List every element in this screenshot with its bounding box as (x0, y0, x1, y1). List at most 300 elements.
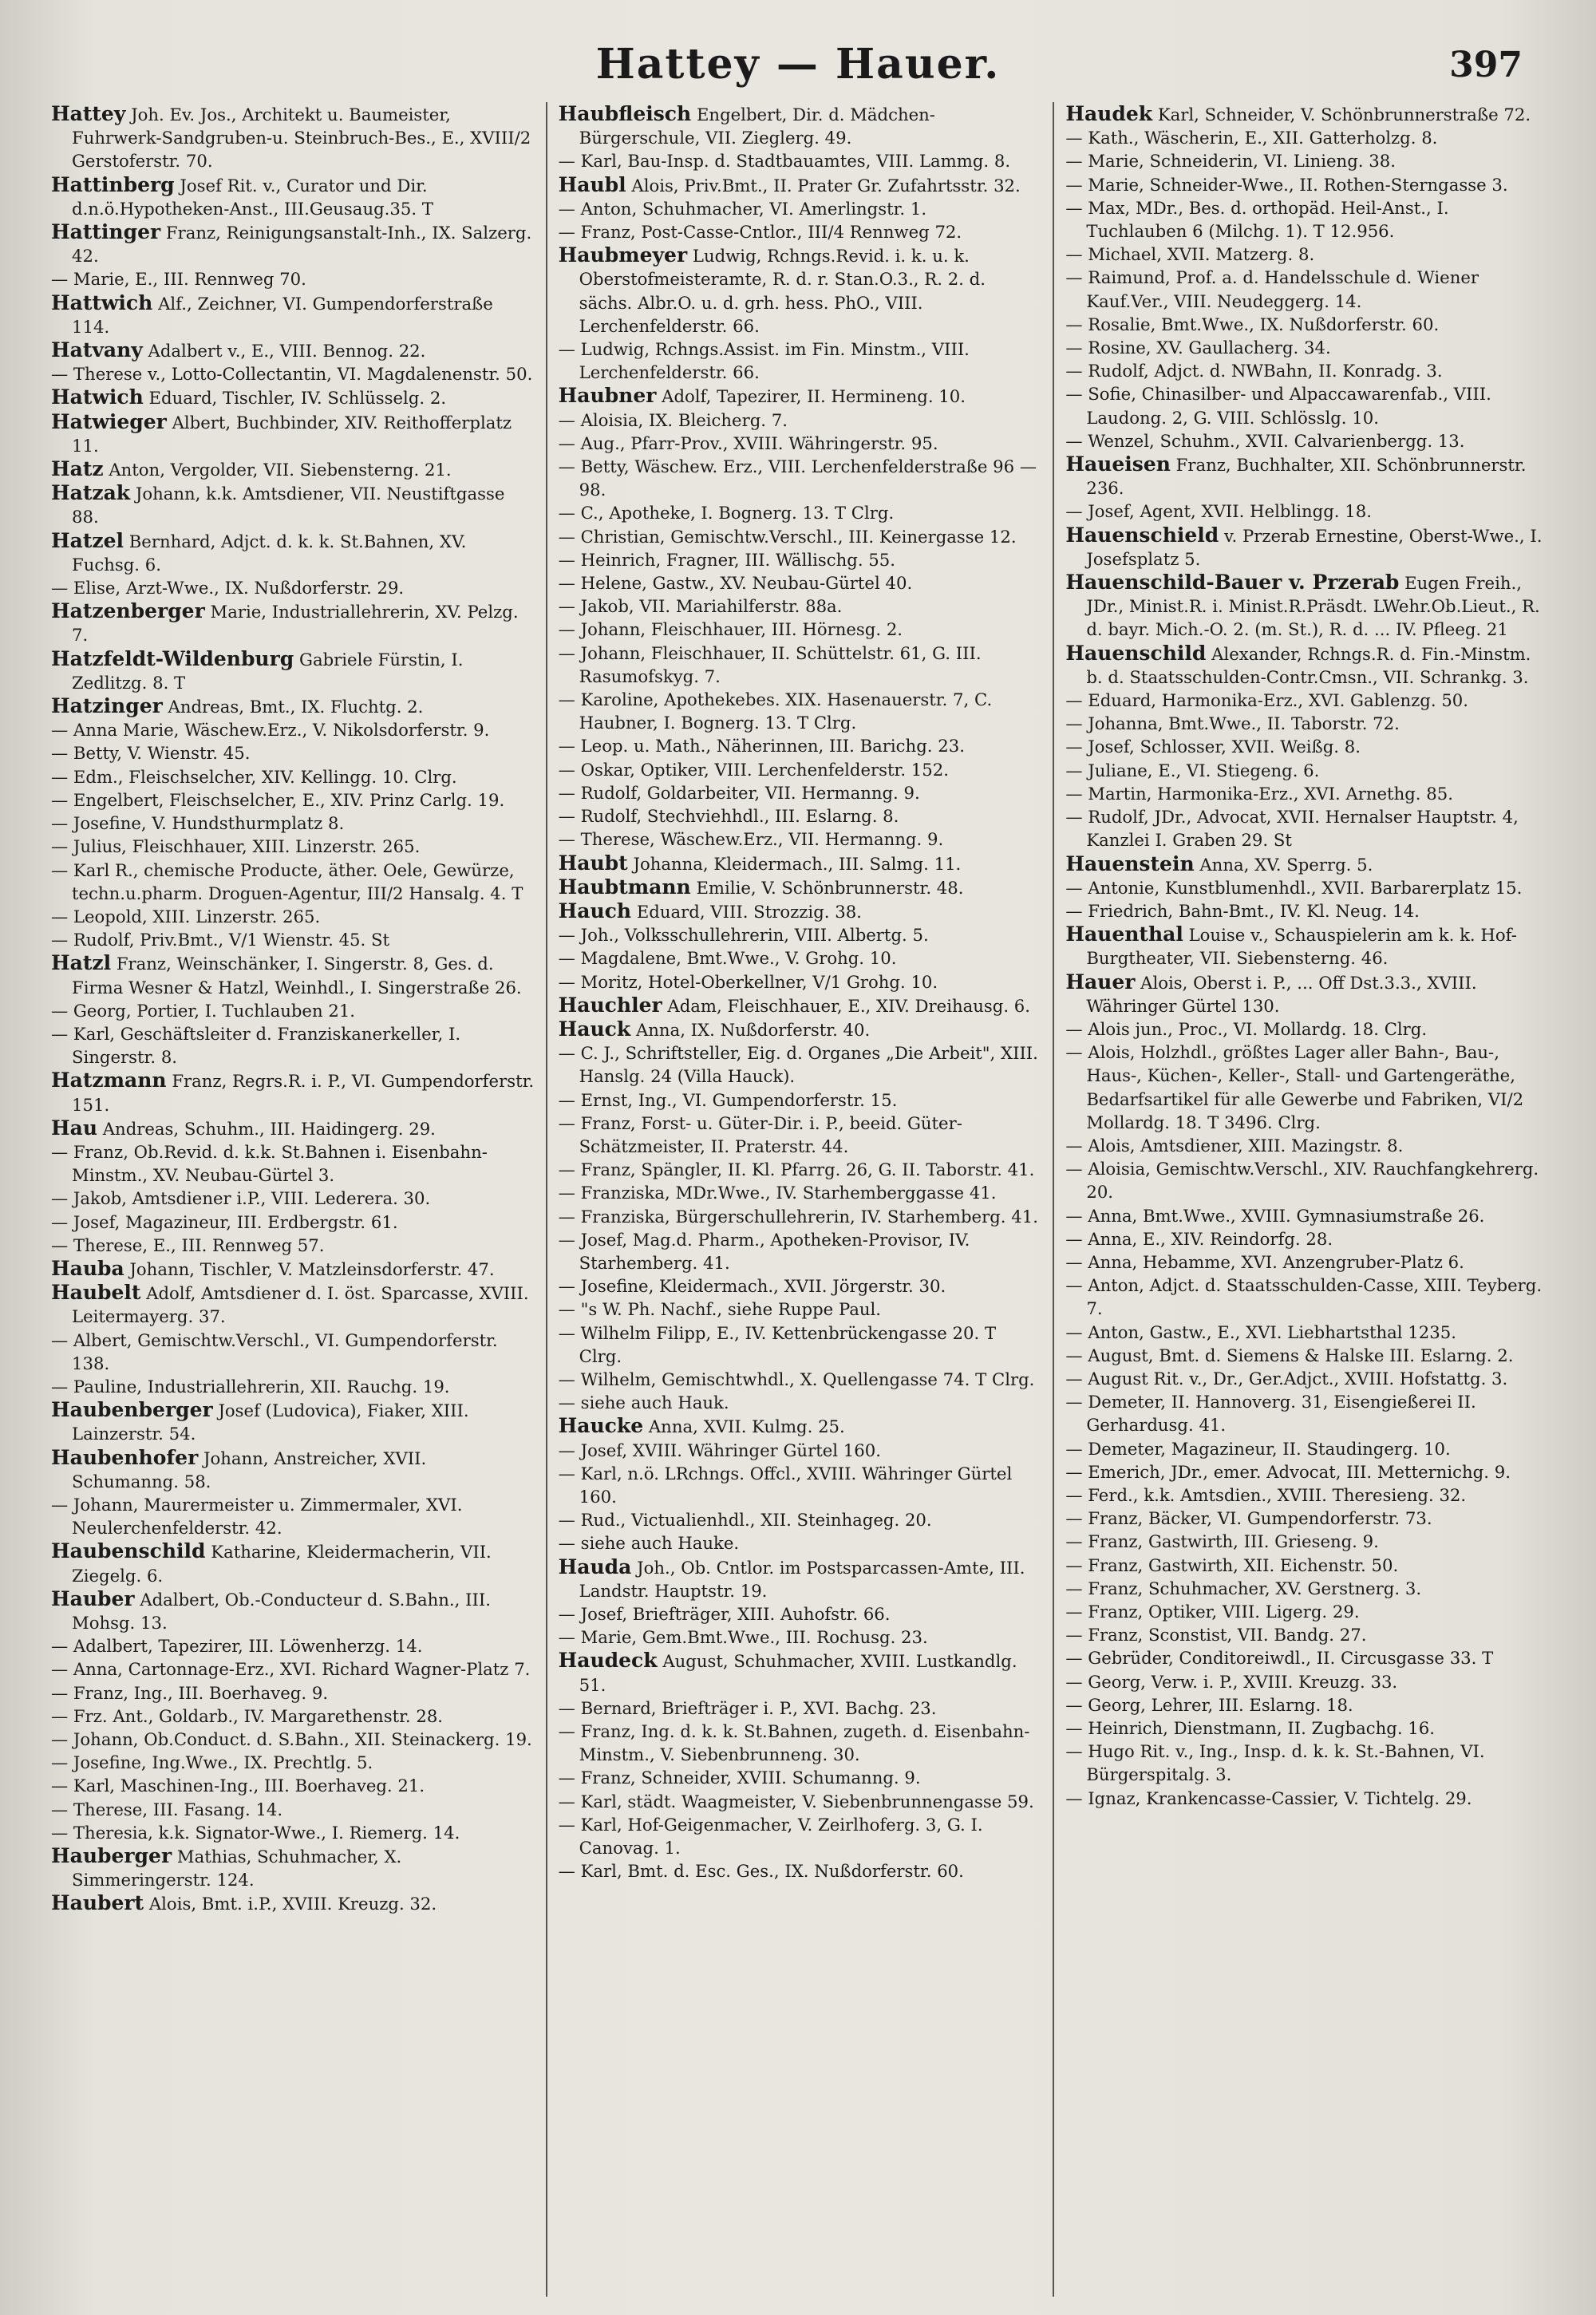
directory-entry (1065, 1507, 1549, 1530)
entry-text: Adalbert v., E., VIII. Bennog. 22. (148, 341, 426, 361)
directory-entry (51, 1211, 535, 1234)
directory-entry (1065, 1577, 1549, 1600)
directory-entry (1065, 452, 1549, 500)
directory-entry (559, 571, 1042, 595)
entry-surname: Hatzmann (51, 1069, 167, 1092)
entry-text: Adolf, Tapezirer, II. Hermineng. 10. (662, 386, 966, 407)
directory-entry (51, 928, 535, 951)
entry-text: — Helene, Gastw., XV. Neubau-Gürtel 40. (558, 573, 913, 594)
directory-entry (1065, 1530, 1549, 1553)
directory-entry (1065, 1321, 1549, 1344)
entry-surname: Haubenschild (51, 1539, 206, 1563)
entry-text: — Georg, Lehrer, III. Eslarng. 18. (1065, 1694, 1353, 1715)
entry-text: — Leop. u. Math., Näherinnen, III. Barichg. 23. (558, 736, 965, 757)
entry-text: — Marie, Gem.Bmt.Wwe., III. Rochusg. 23. (558, 1627, 928, 1648)
directory-entry (559, 1228, 1042, 1274)
entry-text: — Antonie, Kunstblumenhdl., XVII. Barbarerplatz 15. (1065, 877, 1523, 898)
directory-entry (51, 1281, 535, 1328)
directory-entry (559, 1181, 1042, 1204)
entry-text: — Aug., Pfarr-Prov., XVIII. Währingerstr. 95. (558, 433, 938, 453)
directory-entry (51, 1069, 535, 1116)
directory-entry (51, 1798, 535, 1821)
entry-text: — Alois, Amtsdiener, XIII. Mazingstr. 8. (1065, 1135, 1404, 1156)
entry-text: — Moritz, Hotel-Oberkellner, V/1 Grohg. 10. (558, 971, 938, 992)
entry-text: Johanna, Kleidermach., III. Salmg. 11. (633, 853, 962, 874)
directory-entry (559, 923, 1042, 946)
entry-text: — Franz, Bäcker, VI. Gumpendorferstr. 73. (1065, 1508, 1432, 1529)
directory-entry (559, 409, 1042, 432)
entry-text: — C., Apotheke, I. Bognerg. 13. T Clrg. (558, 503, 895, 523)
entry-text: — Karl, städt. Waagmeister, V. Siebenbrunnengasse 59. (558, 1791, 1034, 1811)
entry-text: — Rud., Victualienhdl., XII. Steinhageg. 20. (558, 1510, 932, 1531)
directory-entry (1065, 1390, 1549, 1436)
entry-text: — Franz, Ob.Revid. d. k.k. St.Bahnen i. Eisenbahn-Minstm., XV. Neubau-Gürtel 3. (51, 1141, 488, 1186)
entry-text: — Albert, Gemischtw.Verschl., VI. Gumpendorferstr. 138. (51, 1329, 498, 1373)
directory-entry (51, 1728, 535, 1751)
entry-text: Louise v., Schauspielerin am k. k. Hof-Burgtheater, VII. Siebensterng. 46. (1086, 925, 1517, 969)
entry-text: Johann, Anstreicher, XVII. Schumanng. 58. (72, 1448, 427, 1491)
entry-text: — Johann, Fleischhauer, II. Schüttelstr. 61, G. III. Rasumofskyg. 7. (558, 642, 982, 686)
entry-text: — Franz, Optiker, VIII. Ligerg. 29. (1065, 1602, 1360, 1622)
entry-text: Anton, Vergolder, VII. Siebensterng. 21. (109, 460, 452, 480)
directory-entry (559, 1649, 1042, 1696)
entry-text: — Joh., Volksschullehrerin, VIII. Albertg. 5. (558, 925, 929, 946)
directory-entry (1065, 1483, 1549, 1507)
entry-text: — Karl, Bau-Insp. d. Stadtbauamtes, VIII. Lammg. 8. (558, 151, 1011, 172)
entry-text: Ludwig, Rchngs.Revid. i. k. u. k. Oberstofmeisteramte, R. d. r. Stan.O.3., R. 2. d. sächs. Albr.O. u. d. grh. hess. PhO., VIII. Lerchenfelderstr. 66. (579, 246, 986, 336)
directory-entry (559, 1112, 1042, 1158)
entry-surname: Hattinberg (51, 172, 175, 196)
entry-text: — Betty, V. Wienstr. 45. (51, 743, 251, 764)
directory-entry (51, 859, 535, 905)
entry-text: Adalbert, Ob.-Conducteur d. S.Bahn., III. Mohsg. 13. (72, 1589, 491, 1633)
entry-text: — Bernard, Briefträger i. P., XVI. Bachg. 23. (558, 1697, 937, 1718)
directory-entry (559, 455, 1042, 501)
directory-columns (40, 102, 1560, 2297)
directory-entry (1065, 712, 1549, 735)
directory-entry (51, 812, 535, 835)
directory-entry (51, 576, 535, 599)
directory-entry (51, 457, 535, 481)
entry-text: — Adalbert, Tapezirer, III. Löwenherzg. 14. (51, 1636, 423, 1657)
entry-text: — Friedrich, Bahn-Bmt., IV. Kl. Neug. 14. (1065, 900, 1420, 921)
entry-surname: Haubner (558, 384, 657, 408)
entry-surname: Hauenschild-Bauer v. Przerab (1065, 571, 1400, 595)
column-3 (1053, 102, 1560, 2297)
entry-text: — Franz, Ing. d. k. k. St.Bahnen, zugeth. d. Eisenbahn-Minstm., V. Siebenbrunneng. 30. (558, 1721, 1030, 1765)
directory-entry (559, 1697, 1042, 1720)
directory-entry (1065, 805, 1549, 851)
entry-text: — Anton, Adjct. d. Staatsschulden-Casse, XIII. Teyberg. 7. (1065, 1275, 1543, 1319)
directory-entry (1065, 336, 1549, 359)
directory-entry (51, 1234, 535, 1257)
entry-text: — Rudolf, Stechviehhdl., III. Eslarng. 8. (558, 806, 899, 827)
entry-text: — Rudolf, Goldarbeiter, VII. Hermanng. 9. (558, 782, 920, 803)
entry-text: — Rosine, XV. Gaullacherg. 34. (1065, 338, 1331, 358)
entry-text: — Emerich, JDr., emer. Advocat, III. Metternichg. 9. (1065, 1461, 1511, 1482)
entry-text: — Max, MDr., Bes. d. orthopäd. Heil-Anst., I. Tuchlauben 6 (Milchg. 1). T 12.956. (1065, 197, 1449, 242)
directory-entry (51, 481, 535, 528)
entry-text: — Franz, Spängler, II. Kl. Pfarrg. 26, G. II. Taborstr. 41. (558, 1159, 1035, 1180)
entry-text: — Rudolf, Priv.Bmt., V/1 Wienstr. 45. St (51, 930, 390, 950)
entry-text: Alois, Oberst i. P., ... Off Dst.3.3., XVIII. Währinger Gürtel 130. (1086, 972, 1477, 1016)
directory-entry (1065, 500, 1549, 523)
entry-text: — Marie, E., III. Rennweg 70. (51, 269, 306, 290)
entry-text: — Marie, Schneider-Wwe., II. Rothen-Sterngasse 3. (1065, 174, 1508, 195)
entry-text: Karl, Schneider, V. Schönbrunnerstraße 72. (1157, 105, 1531, 124)
entry-text: Bernhard, Adjct. d. k. k. St.Bahnen, XV. Fuchsg. 6. (72, 531, 467, 575)
directory-entry (559, 1414, 1042, 1438)
entry-text: Franz, Weinschänker, I. Singerstr. 8, Ges. d. Firma Wesner & Hatzl, Weinhdl., I. Singerstraße 26. (72, 954, 522, 998)
entry-surname: Hauenthal (1065, 922, 1183, 946)
entry-text: Alf., Zeichner, VI. Gumpendorferstraße 114. (72, 293, 493, 337)
directory-entry (559, 1602, 1042, 1626)
directory-entry (1065, 1157, 1549, 1203)
directory-entry (1065, 1367, 1549, 1390)
directory-entry (1065, 1787, 1549, 1810)
entry-surname: Hatzak (51, 481, 131, 505)
entry-text: — Jakob, VII. Mariahilferstr. 88a. (558, 596, 843, 617)
directory-entry (559, 243, 1042, 338)
directory-entry (1065, 1134, 1549, 1157)
entry-text: — Therese v., Lotto-Collectantin, VI. Magdalenenstr. 50. (51, 364, 533, 385)
entry-text: — Ernst, Ing., VI. Gumpendorferstr. 15. (558, 1089, 898, 1110)
directory-entry (1065, 1204, 1549, 1227)
entry-surname: Hatzenberger (51, 599, 205, 623)
directory-entry (51, 385, 535, 409)
entry-surname: Haubfleisch (558, 102, 692, 125)
entry-text: Adolf, Amtsdiener d. I. öst. Sparcasse, XVIII. Leitermayerg. 37. (72, 1283, 529, 1327)
directory-entry (559, 102, 1042, 149)
directory-entry (1065, 642, 1549, 689)
directory-entry (559, 970, 1042, 994)
directory-entry (51, 529, 535, 576)
entry-text: — Christian, Gemischtw.Verschl., III. Keinergasse 12. (558, 526, 1017, 547)
entry-text: — Jakob, Amtsdiener i.P., VIII. Lederera. 30. (51, 1188, 431, 1209)
directory-entry (559, 1274, 1042, 1298)
directory-entry (51, 835, 535, 858)
entry-text: — Eduard, Harmonika-Erz., XVI. Gablenzg. 50. (1065, 690, 1469, 711)
directory-entry (559, 1368, 1042, 1391)
directory-entry (51, 1681, 535, 1705)
entry-text: — Aloisia, IX. Bleicherg. 7. (558, 409, 788, 430)
directory-entry (1065, 1041, 1549, 1134)
entry-text: — Josef, Briefträger, XIII. Auhofstr. 66. (558, 1604, 891, 1624)
column-1 (40, 102, 546, 2297)
entry-text: — Georg, Verw. i. P., XVIII. Kreuzg. 33. (1065, 1671, 1398, 1692)
entry-text: — Heinrich, Dienstmann, II. Zugbachg. 16. (1065, 1718, 1435, 1739)
entry-text: — Karl, n.ö. LRchngs. Offcl., XVIII. Währinger Gürtel 160. (558, 1463, 1013, 1507)
entry-surname: Hattwich (51, 290, 153, 314)
directory-entry (559, 828, 1042, 851)
entry-text: — Aloisia, Gemischtw.Verschl., XIV. Rauchfangkehrerg. 20. (1065, 1159, 1539, 1203)
entry-text: — Anna, E., XIV. Reindorfg. 28. (1065, 1228, 1333, 1249)
entry-text: — Franz, Gastwirth, XII. Eichenstr. 50. (1065, 1555, 1399, 1575)
entry-text: — Rudolf, JDr., Advocat, XVII. Hernalser Hauptstr. 4, Kanzlei I. Graben 29. St (1065, 807, 1519, 851)
directory-entry (1065, 1716, 1549, 1740)
entry-text: — Leopold, XIII. Linzerstr. 265. (51, 906, 321, 926)
directory-entry (1065, 1227, 1549, 1250)
directory-entry (51, 951, 535, 998)
directory-entry (559, 734, 1042, 757)
entry-text: — Therese, Wäschew.Erz., VII. Hermanng. 9. (558, 829, 944, 850)
entry-text: — Josefine, Kleidermach., XVII. Jörgerstr. 30. (558, 1276, 946, 1297)
directory-entry (559, 1531, 1042, 1555)
directory-entry (51, 1587, 535, 1634)
entry-text: — Karl, Geschäftsleiter d. Franziskanerkeller, I. Singerstr. 8. (51, 1023, 461, 1068)
directory-entry (559, 548, 1042, 571)
entry-text: — Franz, Forst- u. Güter-Dir. i. P., beeid. Güter-Schätzmeister, II. Praterstr. 44. (558, 1112, 962, 1156)
directory-entry (1065, 852, 1549, 876)
entry-text: — Therese, III. Fasang. 14. (51, 1799, 283, 1819)
page-number: 397 (1449, 45, 1523, 85)
directory-entry (1065, 922, 1549, 970)
entry-surname: Hatz (51, 457, 104, 481)
entry-text: — siehe auch Hauke. (558, 1533, 740, 1554)
directory-entry (51, 1140, 535, 1187)
entry-text: — Josef, Magazineur, III. Erdbergstr. 61. (51, 1211, 398, 1232)
directory-entry (1065, 266, 1549, 312)
entry-surname: Haudek (1065, 102, 1153, 125)
entry-surname: Hauer (1065, 970, 1136, 994)
entry-text: Alexander, Rchngs.R. d. Fin.-Minstm. b. d. Staatsschulden-Contr.Cmsn., VII. Schrankg. 3. (1086, 643, 1531, 687)
directory-entry (559, 1298, 1042, 1321)
entry-text: — Karl, Bmt. d. Esc. Ges., IX. Nußdorferstr. 60. (558, 1861, 964, 1882)
directory-entry (51, 1446, 535, 1493)
directory-entry (51, 1751, 535, 1774)
entry-text: — Georg, Portier, I. Tuchlauben 21. (51, 1000, 356, 1021)
entry-surname: Hauber (51, 1586, 135, 1610)
directory-entry (1065, 429, 1549, 452)
entry-surname: Hauberger (51, 1844, 172, 1868)
directory-entry (559, 994, 1042, 1017)
directory-entry (559, 1813, 1042, 1859)
directory-entry (1065, 876, 1549, 899)
page-title: Hattey — Hauer. (595, 40, 1001, 89)
directory-entry (559, 1766, 1042, 1789)
directory-entry (559, 1088, 1042, 1112)
entry-text: Anna, IX. Nußdorferstr. 40. (635, 1019, 871, 1040)
entry-text: — Franz, Gastwirth, III. Grieseng. 9. (1065, 1531, 1379, 1552)
directory-entry (51, 718, 535, 741)
entry-text: — Anna, Bmt.Wwe., XVIII. Gymnasiumstraße 26. (1065, 1205, 1485, 1226)
entry-text: — Theresia, k.k. Signator-Wwe., I. Riemerg. 14. (51, 1822, 460, 1843)
entry-text: — Edm., Fleischselcher, XIV. Kellingg. 10. Clrg. (51, 766, 457, 787)
directory-entry (559, 1508, 1042, 1531)
entry-surname: Haucke (558, 1414, 644, 1438)
directory-entry (559, 688, 1042, 734)
directory-entry (559, 338, 1042, 384)
entry-text: — Pauline, Industriallehrerin, XII. Rauchg. 19. (51, 1376, 450, 1397)
directory-entry (51, 220, 535, 267)
entry-text: August, Schuhmacher, XVIII. Lustkandlg. 51. (579, 1651, 1017, 1695)
entry-text: — Franziska, MDr.Wwe., IV. Starhemberggasse 41. (558, 1183, 997, 1203)
directory-entry (1065, 782, 1549, 805)
directory-entry (51, 1493, 535, 1539)
directory-entry (51, 291, 535, 338)
entry-text: — Franz, Schneider, XVIII. Schumanng. 9. (558, 1768, 921, 1788)
entry-text: — Karl, Maschinen-Ing., III. Boerhaveg. 21. (51, 1776, 425, 1796)
directory-entry (559, 1859, 1042, 1882)
directory-entry (559, 642, 1042, 688)
entry-text: — Karoline, Apothekebes. XIX. Hasenauerstr. 7, C. Haubner, I. Bognerg. 13. T Clrg. (558, 689, 993, 733)
entry-text: Josef (Ludovica), Fiaker, XIII. Lainzerstr. 54. (72, 1400, 469, 1444)
entry-text: — Franz, Schuhmacher, XV. Gerstnerg. 3. (1065, 1578, 1422, 1598)
directory-entry (51, 788, 535, 812)
directory-entry (559, 1391, 1042, 1414)
entry-text: — Juliane, E., VI. Stiegeng. 6. (1065, 760, 1320, 780)
entry-surname: Haubert (51, 1891, 144, 1915)
directory-entry (559, 851, 1042, 875)
entry-text: — Franz, Ing., III. Boerhaveg. 9. (51, 1682, 329, 1703)
directory-entry (559, 804, 1042, 828)
entry-text: — Marie, Schneiderin, VI. Linieng. 38. (1065, 151, 1396, 172)
directory-entry (51, 1022, 535, 1069)
entry-text: — Franziska, Bürgerschullehrerin, IV. Starhemberg. 41. (558, 1206, 1038, 1227)
directory-entry (559, 1555, 1042, 1602)
directory-entry (559, 899, 1042, 923)
entry-surname: Haubmeyer (558, 243, 688, 267)
directory-entry (1065, 313, 1549, 336)
entry-text: — Martin, Harmonika-Erz., XVI. Arnethg. 85. (1065, 783, 1453, 804)
entry-text: Andreas, Bmt., IX. Fluchtg. 2. (168, 697, 424, 717)
directory-entry (559, 875, 1042, 899)
entry-surname: Hattinger (51, 220, 161, 244)
directory-entry (559, 946, 1042, 970)
entry-surname: Hattey (51, 102, 126, 125)
directory-entry (559, 1205, 1042, 1228)
entry-text: v. Przerab Ernestine, Oberst-Wwe., I. Josefsplatz 5. (1086, 525, 1543, 569)
directory-entry (559, 1321, 1042, 1368)
directory-entry (559, 432, 1042, 455)
entry-text: — Josef, Mag.d. Pharm., Apotheken-Provisor, IV. Starhemberg. 41. (558, 1229, 970, 1273)
directory-entry (51, 741, 535, 764)
entry-text: Emilie, V. Schönbrunnerstr. 48. (696, 877, 964, 898)
entry-text: Eduard, Tischler, IV. Schlüsselg. 2. (148, 388, 447, 409)
entry-text: — Raimund, Prof. a. d. Handelsschule d. Wiener Kauf.Ver., VIII. Neudeggerg. 14. (1065, 267, 1479, 311)
entry-text: Adam, Fleischhauer, E., XIV. Dreihausg. 6. (667, 995, 1031, 1016)
entry-text: — Anna Marie, Wäschew.Erz., V. Nikolsdorferstr. 9. (51, 720, 490, 741)
directory-entry (51, 599, 535, 646)
entry-text: — Kath., Wäscherin, E., XII. Gatterholzg. 8. (1065, 128, 1438, 148)
directory-entry (51, 1891, 535, 1915)
entry-text: — Rosalie, Bmt.Wwe., IX. Nußdorferstr. 60. (1065, 314, 1440, 334)
entry-text: Alois, Bmt. i.P., XVIII. Kreuzg. 32. (148, 1894, 437, 1914)
entry-text: — Demeter, Magazineur, II. Staudingerg. 10. (1065, 1438, 1451, 1459)
entry-text: — Julius, Fleischhauer, XIII. Linzerstr. 265. (51, 836, 421, 857)
entry-text: Franz, Regrs.R. i. P., VI. Gumpendorferstr. 151. (72, 1071, 535, 1115)
directory-entry (559, 525, 1042, 548)
directory-entry (51, 410, 535, 457)
entry-text: — Wilhelm, Gemischtwhdl., X. Quellengasse 74. T Clrg. (558, 1369, 1035, 1389)
entry-text: — Wenzel, Schuhm., XVII. Calvarienbergg. 13. (1065, 430, 1465, 451)
directory-entry (1065, 1600, 1549, 1623)
directory-entry (1065, 1250, 1549, 1274)
directory-entry (1065, 1437, 1549, 1460)
directory-entry (51, 1774, 535, 1797)
directory-entry (51, 694, 535, 718)
entry-surname: Hauch (558, 899, 632, 922)
directory-entry (1065, 196, 1549, 243)
entry-text: Alois, Priv.Bmt., II. Prater Gr. Zufahrtsstr. 32. (631, 175, 1021, 196)
entry-text: — Heinrich, Fragner, III. Wällischg. 55. (558, 549, 895, 570)
directory-entry (559, 173, 1042, 197)
directory-entry (559, 149, 1042, 172)
entry-text: — Oskar, Optiker, VIII. Lerchenfelderstr. 152. (558, 759, 949, 780)
entry-text: — Johann, Maurermeister u. Zimmermaler, XVI. Neulerchenfelderstr. 42. (51, 1494, 463, 1539)
directory-entry (1065, 173, 1549, 196)
directory-entry (51, 1257, 535, 1281)
entry-text: — August Rit. v., Dr., Ger.Adjct., XVIII. Hofstattg. 3. (1065, 1368, 1508, 1389)
entry-surname: Hauenstein (1065, 851, 1195, 875)
entry-text: Engelbert, Dir. d. Mädchen-Bürgerschule, VII. Zieglerg. 49. (579, 105, 935, 148)
entry-text: — Sofie, Chinasilber- und Alpaccawarenfab., VIII. Laudong. 2, G. VIII. Schlösslg. 10. (1065, 384, 1491, 428)
directory-entry (51, 765, 535, 788)
directory-entry (51, 1821, 535, 1844)
directory-entry (1065, 359, 1549, 382)
entry-text: Johann, Tischler, V. Matzleinsdorferstr. 47. (129, 1258, 495, 1279)
entry-text: — Betty, Wäschew. Erz., VIII. Lerchenfelderstraße 96 — 98. (558, 456, 1037, 500)
entry-surname: Haubelt (51, 1281, 141, 1305)
entry-text: — Josefine, Ing.Wwe., IX. Prechtlg. 5. (51, 1752, 373, 1773)
directory-entry (51, 1187, 535, 1210)
directory-entry (1065, 1646, 1549, 1669)
directory-entry (1065, 1554, 1549, 1577)
directory-entry (559, 1626, 1042, 1649)
directory-entry (559, 781, 1042, 804)
entry-text: Marie, Industriallehrerin, XV. Pelzg. 7. (72, 602, 519, 646)
entry-text: — Anna, Cartonnage-Erz., XVI. Richard Wagner-Platz 7. (51, 1659, 531, 1680)
entry-text: — Ludwig, Rchngs.Assist. im Fin. Minstm., VIII. Lerchenfelderstr. 66. (558, 339, 970, 383)
entry-surname: Haubenhofer (51, 1445, 199, 1469)
directory-entry (559, 1790, 1042, 1813)
entry-text: — Franz, Post-Casse-Cntlor., III/4 Rennweg 72. (558, 222, 962, 243)
entry-text: — Hugo Rit. v., Ing., Insp. d. k. k. St.-Bahnen, VI. Bürgerspitalg. 3. (1065, 1741, 1485, 1785)
directory-entry (559, 197, 1042, 220)
entry-text: — Johanna, Bmt.Wwe., II. Taborstr. 72. (1065, 713, 1400, 734)
entry-text: Eugen Freih., JDr., Minist.R. i. Minist.R.Präsdt. LWehr.Ob.Lieut., R. d. bayr. Mich.-O. 2. (m. St.), R. d. ... IV. Pfleeg. 21 (1086, 573, 1540, 640)
entry-text: — Karl R., chemische Producte, äther. Oele, Gewürze, techn.u.pharm. Droguen-Agentur, III/2 Hansalg. 4. T (51, 859, 523, 903)
entry-text: Joh. Ev. Jos., Architekt u. Baumeister, Fuhrwerk-Sandgruben-u. Steinbruch-Bes., E., XVIII/2 Gerstoferstr. 70. (72, 105, 531, 172)
entry-text: Eduard, VIII. Strozzig. 38. (636, 901, 862, 922)
entry-text: — Karl, Hof-Geigenmacher, V. Zeirlhoferg. 3, G. I. Canovag. 1. (558, 1814, 983, 1859)
entry-text: — Engelbert, Fleischselcher, E., XIV. Prinz Carlg. 19. (51, 789, 505, 810)
entry-surname: Hatwieger (51, 409, 167, 433)
entry-text: — Josef, Schlosser, XVII. Weißg. 8. (1065, 737, 1361, 757)
directory-entry (1065, 1017, 1549, 1041)
directory-entry (559, 1041, 1042, 1088)
entry-text: — Ferd., k.k. Amtsdien., XVIII. Theresieng. 32. (1065, 1484, 1467, 1505)
directory-entry (51, 1539, 535, 1586)
directory-entry (1065, 735, 1549, 758)
directory-entry (1065, 1623, 1549, 1646)
entry-text: Andreas, Schuhm., III. Haidingerg. 29. (102, 1118, 436, 1139)
directory-entry (51, 1657, 535, 1681)
directory-entry (1065, 1274, 1549, 1320)
entry-text: Katharine, Kleidermacherin, VII. Ziegelg. 6. (72, 1542, 492, 1586)
entry-surname: Hau (51, 1116, 97, 1140)
column-2 (546, 102, 1053, 2297)
entry-text: — Alois, Holzhdl., größtes Lager aller Bahn-, Bau-, Haus-, Küchen-, Keller-, Stall- und Gartengeräthe, Bedarfsartikel für alle Gewerbe und Fabriken, VI/2 Mollardg. 18. T 3496. Clrg. (1065, 1042, 1524, 1132)
entry-text: Josef Rit. v., Curator und Dir. d.n.ö.Hypotheken-Anst., III.Geusaug.35. T (72, 175, 433, 219)
directory-entry (559, 1017, 1042, 1041)
entry-surname: Hatzel (51, 528, 124, 552)
entry-text: — Anton, Schuhmacher, VI. Amerlingstr. 1. (558, 198, 927, 219)
entry-text: — Josef, Agent, XVII. Helblingg. 18. (1065, 501, 1372, 522)
directory-entry (559, 1158, 1042, 1181)
entry-text: — Josefine, V. Hundsthurmplatz 8. (51, 813, 345, 834)
directory-entry (1065, 243, 1549, 266)
